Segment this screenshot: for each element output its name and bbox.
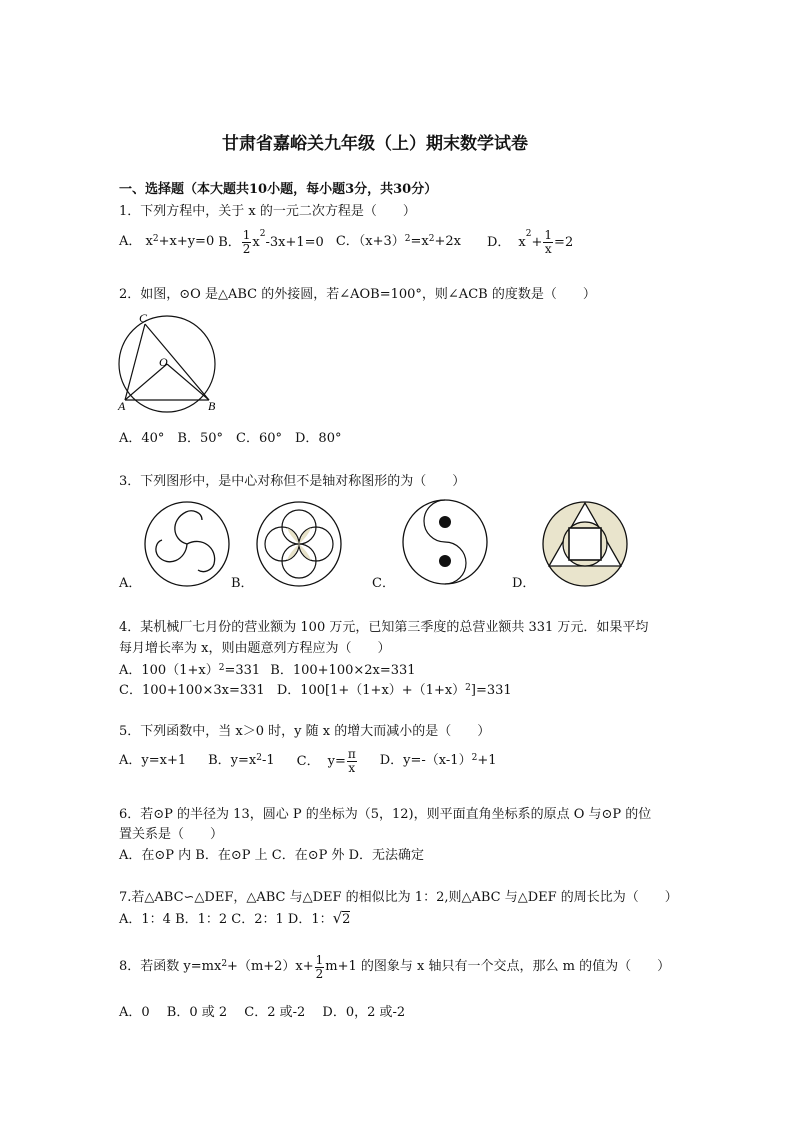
sqrt-symbol: √ — [332, 909, 343, 927]
q6-stem-line2: 置关系是（ ） — [119, 827, 224, 842]
q3-figure-c-yinyang — [400, 498, 490, 586]
q2-options: A．40° B．50° C．60° D．80° — [119, 431, 342, 446]
q2-stem: 2．如图，⊙O 是△ABC 的外接圆，若∠AOB=100°，则∠ACB 的度数是（ ） — [119, 287, 596, 302]
q3-label-b: B． — [231, 576, 254, 591]
q7-stem: 7.若△ABC∽△DEF，△ABC 与△DEF 的相似比为 1：2,则△ABC 与△DEF 的周长比为（ ） — [119, 890, 678, 905]
q2-circle-figure — [115, 310, 225, 415]
q4-options-row1 — [119, 663, 416, 679]
segment-ob — [167, 364, 209, 400]
label-c: C — [139, 311, 148, 325]
q4-option-c: C．100+100×3x=331 — [119, 683, 265, 698]
label-b: B — [208, 399, 216, 413]
q3-figure-d-triangle-square — [540, 500, 630, 588]
page-title: 甘肃省嘉峪关九年级（上）期末数学试卷 — [222, 134, 528, 154]
label-a: A — [118, 399, 126, 413]
q7-options: A．1：4 B．1：2 C．2：1 D．1：√2 — [119, 909, 351, 927]
q4-stem-line2: 每月增长率为 x，则由题意列方程应为（ ） — [119, 641, 391, 656]
q4-stem-line1: 4．某机械厂七月份的营业额为 100 万元，已知第三季度的总营业额共 331 万元．如果平均 — [119, 620, 649, 635]
q5-option-d: D．$y=-(x-1)^2+1$ — [379, 753, 497, 768]
q1-option-a: A． $x^2+x+y=0$ — [119, 234, 215, 249]
q3-figure-b-flower — [254, 500, 344, 588]
q5-option-a: A．y=x+1 — [119, 753, 187, 768]
q4-option-d: D．$100[1+(1+x)+(1+x)^2]=331$ — [276, 683, 512, 698]
q5-options — [119, 744, 496, 778]
q3-stem: 3．下列图形中，是中心对称但不是轴对称图形的为（ ） — [119, 474, 466, 489]
q5-option-b: B．$y=x^2-1$ — [208, 753, 275, 768]
q8-options: A．0 B．0 或 2 C．2 或-2 D．0，2 或-2 — [119, 1005, 406, 1020]
q3-label-c: C． — [372, 576, 395, 591]
q8-stem: 8．若函数 y=mx $^2$ +（m+2）x+ $\frac{1}{2}$ m+1 的图象与 x 轴只有一个交点，那么 m 的值为（ ） — [119, 952, 671, 981]
section-heading: 一、选择题（本大题共10小题，每小题3分，共30分） — [119, 182, 438, 197]
label-o: O — [159, 355, 168, 369]
q4-option-a: A．$100(1+x)^2=331$ — [119, 663, 261, 678]
q4-options-row2 — [119, 683, 512, 699]
q5-stem: 5．下列函数中，当 x＞0 时，y 随 x 的增大而减小的是（ ） — [119, 724, 491, 739]
q3-label-d: D． — [512, 576, 536, 591]
q1-option-b: B． $\frac{1}{2}$ $x^2-3x+1=0$ — [218, 227, 324, 256]
segment-cb — [145, 324, 209, 400]
q3-label-a: A． — [119, 576, 142, 591]
q3-figure-a-swirl — [142, 500, 232, 588]
q1-stem: 1．下列方程中，关于 x 的一元二次方程是（ ） — [119, 204, 416, 219]
q1-options — [119, 226, 573, 258]
sqrt-radicand: 2 — [342, 912, 351, 927]
segment-oa — [125, 364, 167, 400]
q5-option-c: C． y= $\frac{\pi}{x}$ — [296, 746, 356, 775]
q6-options: A．在⊙P 内 B．在⊙P 上 C．在⊙P 外 D．无法确定 — [119, 848, 425, 863]
q4-option-b: B．100+100×2x=331 — [270, 663, 416, 678]
q1-option-c: C．$(x+3)^2=x^2+2x$ — [335, 234, 461, 249]
q1-option-d: D． $x^2+$ $\frac{1}{x}$ =2 — [486, 227, 574, 256]
q6-stem-line1: 6．若⊙P 的半径为 13，圆心 P 的坐标为（5，12)，则平面直角坐标系的原点 O 与⊙P 的位 — [119, 807, 652, 822]
